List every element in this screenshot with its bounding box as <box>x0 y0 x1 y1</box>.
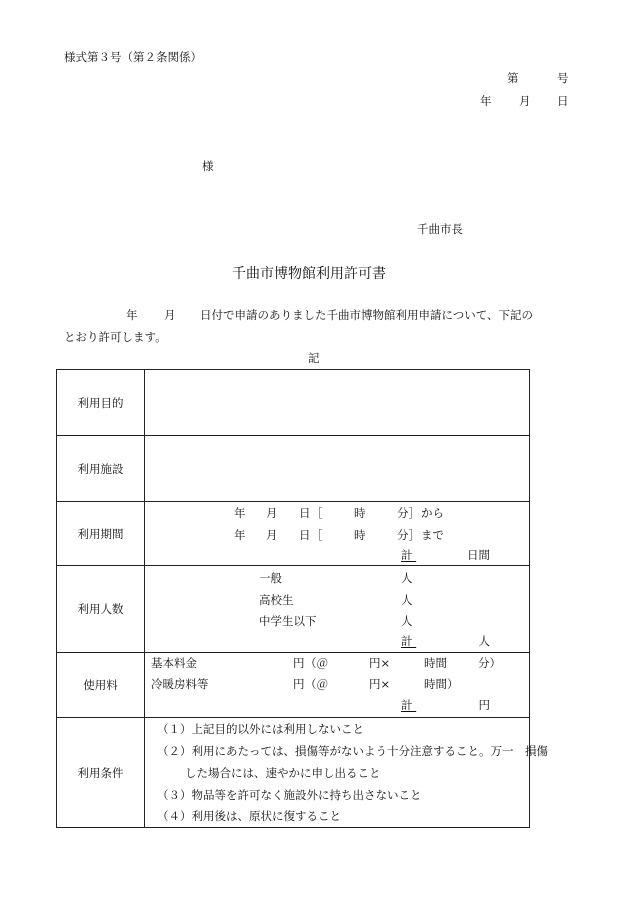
people-total: 計 人 <box>401 634 490 648</box>
body-month: 月 <box>164 308 176 322</box>
addressee-honorific: 様 <box>202 159 214 173</box>
body-year: 年 <box>126 308 138 322</box>
purpose-label: 利用目的 <box>57 370 145 436</box>
people-label: 利用人数 <box>57 566 145 653</box>
condition-2-cont: した場合には、速やかに申し出ること <box>185 766 381 780</box>
facility-value <box>145 436 530 502</box>
period-label: 利用期間 <box>57 502 145 566</box>
number-prefix: 第 <box>507 71 519 85</box>
conditions-value <box>145 718 548 828</box>
fees-total: 計 円 <box>401 698 490 712</box>
condition-2: （２）利用にあたっては、損傷等がないよう十分注意すること。万一 損傷 <box>157 744 548 758</box>
ki-heading: 記 <box>308 351 320 365</box>
period-value: 年 月 日 ［ 時 分］ から 年 月 日 ［ 時 分］ まで 計 日間 <box>145 502 530 566</box>
row-purpose <box>57 370 530 436</box>
fees-label: 使用料 <box>57 653 145 718</box>
purpose-value <box>145 370 530 436</box>
row-conditions <box>57 718 530 828</box>
condition-1: （１）上記目的以外には利用しないこと <box>157 722 364 736</box>
body-text: 日付で申請のありました千曲市博物館利用申請について、下記の <box>200 308 534 322</box>
condition-3: （３）物品等を許可なく施設外に持ち出さないこと <box>157 788 422 802</box>
period-total: 計 日間 <box>401 548 490 562</box>
permit-table <box>56 369 548 828</box>
condition-4: （４）利用後は、原状に復すること <box>157 809 341 823</box>
date-month: 月 <box>519 94 531 108</box>
row-facility <box>57 436 530 502</box>
document-title: 千曲市博物館利用許可書 <box>232 266 386 282</box>
people-value: 一般 人 高校生 人 中学生以下 人 計 人 <box>145 566 530 653</box>
fees-value: 基本料金 円 （＠ 円× 時間 分） 冷暖房料等 円 （＠ 円× 時間） 計 円 <box>145 653 530 718</box>
date-year: 年 <box>480 94 492 108</box>
number-suffix: 号 <box>557 71 569 85</box>
issuer-title: 千曲市長 <box>417 222 463 236</box>
row-fees <box>57 653 530 718</box>
conditions-label: 利用条件 <box>57 718 145 828</box>
row-period <box>57 502 530 566</box>
date-day: 日 <box>557 94 569 108</box>
facility-label: 利用施設 <box>57 436 145 502</box>
body-text-line2: とおり許可します。 <box>64 330 167 344</box>
row-people <box>57 566 530 653</box>
form-number: 様式第３号（第２条関係） <box>64 50 202 64</box>
